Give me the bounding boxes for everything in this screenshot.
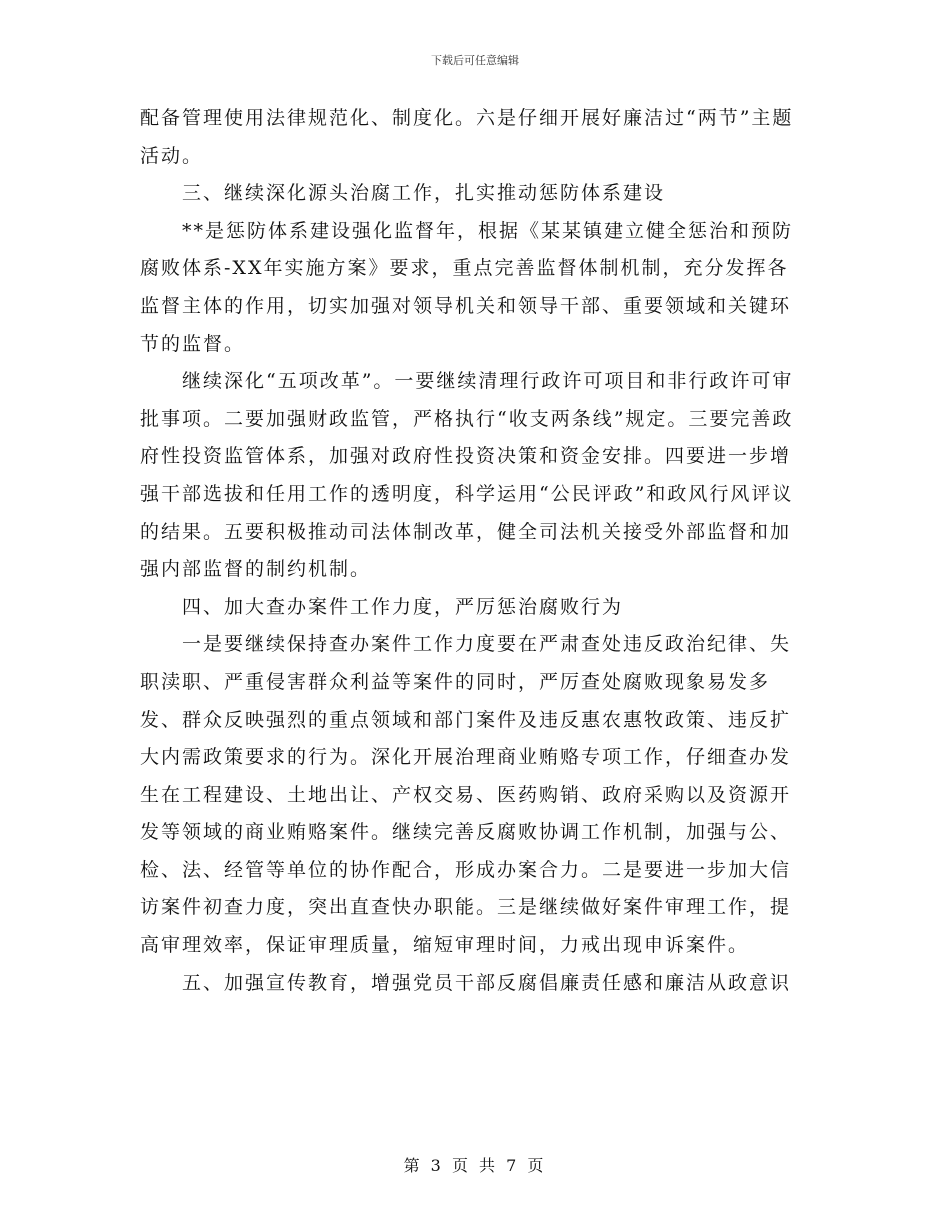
page-number-footer: 第 3 页 共 7 页 [403, 1156, 547, 1175]
section-heading-5: 五、加强宣传教育，增强党员干部反腐倡廉责任感和廉洁从政意识 [182, 971, 792, 994]
paragraph-five-reforms: 继续深化“五项改革”。一要继续清理行政许可项目和非行政许可审批事项。二要加强财政监管，严格执行“收支两条线”规定。三要完善政府性投资监管体系，加强对政府性投资决策和资金安排。四要进一步增强干部选拔和任用工作的透明度，科学运用“公民评政”和政风行风评议的结果。五要积极推动司法体制改革，健全司法机关接受外部监督和加强内部监督的制约机制。 [140, 370, 794, 581]
section-heading-3: 三、继续深化源头治腐工作，扎实推动惩防体系建设 [182, 182, 666, 205]
paragraph-continuation: 配备管理使用法律规范化、制度化。六是仔细开展好廉洁过“两节”主题活动。 [140, 107, 794, 167]
section-heading-4: 四、加大查办案件工作力度，严厉惩治腐败行为 [182, 595, 624, 618]
paragraph-case-handling: 一是要继续保持查办案件工作力度要在严肃查处违反政治纪律、失职渎职、严重侵害群众利益等案件的同时，严厉查处腐败现象易发多发、群众反映强烈的重点领域和部门案件及违反惠农惠牧政策、违反扩大内需政策要求的行为。深化开展治理商业贿赂专项工作，仔细查办发生在工程建设、土地出让、产权交易、医药购销、政府采购以及资源开发等领域的商业贿赂案件。继续完善反腐败协调工作机制，加强与公、检、法、经管等单位的协作配合，形成办案合力。二是要进一步加大信访案件初查力度，突出直查快办职能。三是继续做好案件审理工作，提高审理效率，保证审理质量，缩短审理时间，力戒出现申诉案件。 [140, 633, 792, 957]
paragraph-supervision-year: **是惩防体系建设强化监督年，根据《某某镇建立健全惩治和预防腐败体系-XX年实施方案》要求，重点完善监督体制机制，充分发挥各监督主体的作用，切实加强对领导机关和领导干部、重要领域和关键环节的监督。 [140, 219, 794, 355]
header-note: 下载后可任意编辑 [431, 54, 519, 67]
document-body [140, 100, 808, 1002]
